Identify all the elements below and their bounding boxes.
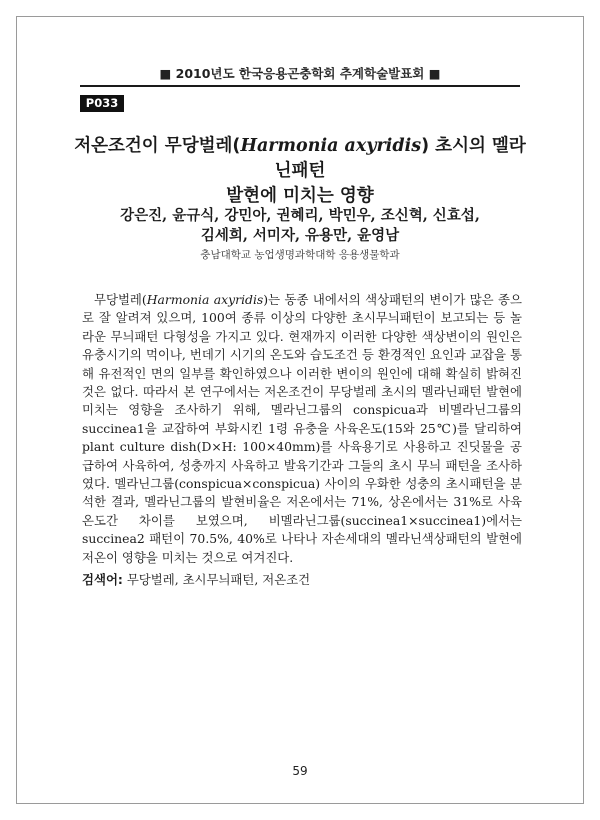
- abstract-body: [82, 291, 522, 567]
- abstract-part-1: 무당벌레(: [94, 292, 147, 307]
- authors-line-1: 강은진, 윤규식, 강민아, 권혜리, 박민우, 조신혁, 신효섭,: [120, 207, 480, 224]
- author-list: [100, 206, 500, 246]
- paper-title: [70, 134, 530, 209]
- title-line-2: 발현에 미치는 영향: [226, 186, 374, 206]
- keywords: [82, 570, 522, 588]
- authors-line-2: 김세희, 서미자, 유용만, 윤영남: [200, 227, 400, 244]
- title-part-2: ) 초시의 멜라닌패턴: [274, 136, 526, 181]
- title-line-1: [70, 134, 530, 184]
- title-scientific-name: Harmonia axyridis: [240, 136, 422, 156]
- keywords-value: 무당벌레, 초시무늬패턴, 저온조건: [126, 572, 311, 587]
- conference-header: ■ 2010년도 한국응용곤충학회 추계학술발표회 ■: [159, 66, 441, 81]
- title-part-1: 저온조건이 무당벌레(: [74, 136, 241, 156]
- poster-id-badge: P033: [80, 95, 124, 112]
- affiliation: 충남대학교 농업생명과학대학 응용생물학과: [200, 249, 400, 261]
- abstract-scientific-name: Harmonia axyridis: [146, 292, 264, 307]
- page-number: 59: [292, 764, 308, 778]
- abstract-part-2: )는 동종 내에서의 색상패턴의 변이가 많은 종으로 잘 알려져 있으며, 100여 종류 이상의 다양한 초시무늬패턴이 보고되는 등 놀라운 무늬패턴 다형성을 가지고 있다. 현재까지 이러한 다양한 색상변이의 원인은 유충시기의 먹이나, 번데기 시기의 온도와 습도조건 등 환경적인 요인과 교잡을 통해 유전적인 면의 일부를 확인하였으나 이러한 변이의 원인에 대해 확실히 밝혀진 것은 없다. 따라서 본 연구에서는 저온조건이 무당벌레 초시의 멜라닌패턴 발현에 미치는 영향을 조사하기 위해, 멜라닌그룹의 conspicua과 비멜라닌그룹의 succinea1을 교잡하여 부화시킨 1령 유충을 사육온도(15와 25℃)를 달리하여 plant culture dish(D×H: 100×40mm)를 사육용기로 사용하고 진딧물을 공급하여 사육하여, 성충까지 사육하고 발육기간과 그들의 초시 무늬 패턴을 조사하였다. 멜라닌그룹(conspicua×conspicua) 사이의 우화한 성충의 초시패턴을 분석한 결과, 멜라닌그룹의 발현비율은 저온에서는 71%, 상온에서는 31%로 사육온도간 차이를 보였으며, 비멜라닌그룹(succinea1×succinea1)에서는 succinea2 패턴이 70.5%, 40%로 나타나 자손세대의 멜라닌색상패턴의 발현에 저온이 영향을 미치는 것으로 여겨진다.: [82, 292, 522, 565]
- header-rule: [80, 85, 520, 87]
- keywords-label: 검색어:: [82, 572, 123, 587]
